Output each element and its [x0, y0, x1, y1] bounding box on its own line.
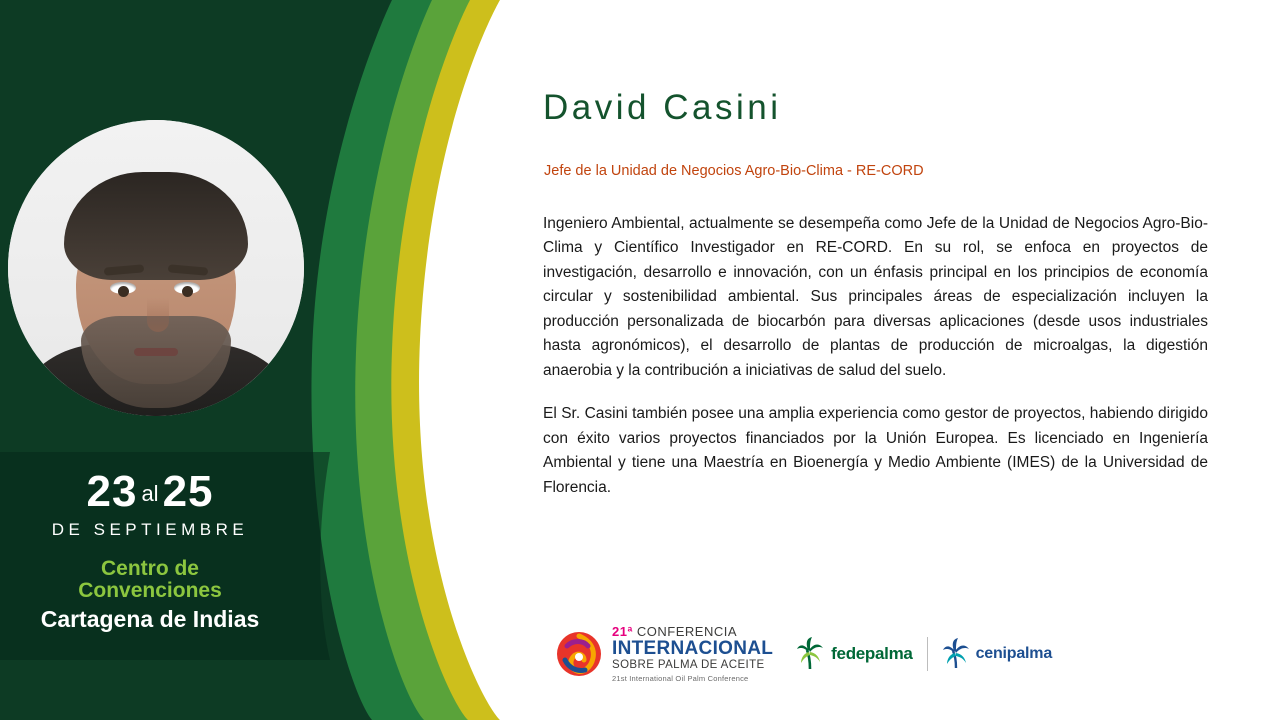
portrait-nose: [147, 298, 169, 332]
cenipalma-palm-icon: [942, 638, 970, 670]
cenipalma-label: cenipalma: [975, 644, 1053, 662]
avatar: [8, 120, 304, 416]
fedepalma-logo: [795, 637, 912, 671]
portrait-mouth: [134, 348, 178, 356]
conference-edition: 21ª: [612, 624, 633, 639]
portrait-pupil-right: [182, 286, 193, 297]
venue-line-1: Centro de: [100, 557, 199, 580]
portrait-hair: [64, 172, 248, 280]
event-month: DE SEPTIEMBRE: [51, 520, 249, 539]
speaker-photo: [8, 120, 304, 416]
logo-bar: [555, 625, 1052, 682]
conference-edition-line: [612, 625, 773, 638]
speaker-name: David Casini: [543, 88, 782, 127]
conference-mark-icon: [555, 630, 603, 678]
date-join-word: al: [141, 481, 159, 507]
conference-logo-text: [612, 625, 773, 682]
partner-logos: [795, 637, 1052, 671]
speaker-bio: [543, 212, 1208, 500]
bio-paragraph-1: Ingeniero Ambiental, actualmente se desempeña como Jefe de la Unidad de Negocios Agro-Bio-Clima y Científico Investigador en RE-CORD. En su rol, se enfoca en proyectos de investigación, desarrollo e innovación, con un énfasis principal en los principios de economía circular y sostenibilidad ambiental. Sus principales áreas de especialización incluyen la producción personalizada de biocarbón para diversas aplicaciones (desde usos industriales hasta agronómicos), el desarrollo de plantas de producción de microalgas, la digestión anaerobia y la contribución a iniciativas de salud del suelo.: [543, 215, 1208, 379]
conference-line1: CONFERENCIA: [636, 624, 738, 639]
conference-line2: INTERNACIONAL: [612, 638, 774, 659]
conference-logo: [555, 625, 773, 682]
speaker-content: [543, 0, 1209, 720]
bio-paragraph-2: El Sr. Casini también posee una amplia experiencia como gestor de proyectos, habiendo dirigido con éxito varios proyectos financiados por la Unión Europea. Es licenciado en Ingeniería Ambiental y tiene una Maestría en Bioenergía y Medio Ambiente (IMES) de la Universidad de Florencia.: [543, 405, 1208, 496]
palm-tree-icon: [795, 637, 825, 671]
date-end: 25: [162, 467, 214, 516]
event-date-block: [0, 467, 300, 633]
date-start: 23: [86, 467, 138, 516]
portrait-pupil-left: [118, 286, 129, 297]
venue-city: Cartagena de Indias: [40, 606, 260, 633]
speaker-role: Jefe de la Unidad de Negocios Agro-Bio-Clima - RE-CORD: [544, 163, 924, 179]
venue-line-2: Convenciones: [78, 579, 222, 603]
cenipalma-logo: [942, 638, 1052, 670]
logo-divider: [927, 637, 928, 671]
conference-line4: 21st International Oil Palm Conference: [612, 673, 749, 683]
event-dates: [0, 467, 300, 516]
fedepalma-label: fedepalma: [831, 643, 913, 663]
left-decorative-panel: [0, 0, 500, 720]
conference-line3: SOBRE PALMA DE ACEITE: [612, 659, 765, 671]
